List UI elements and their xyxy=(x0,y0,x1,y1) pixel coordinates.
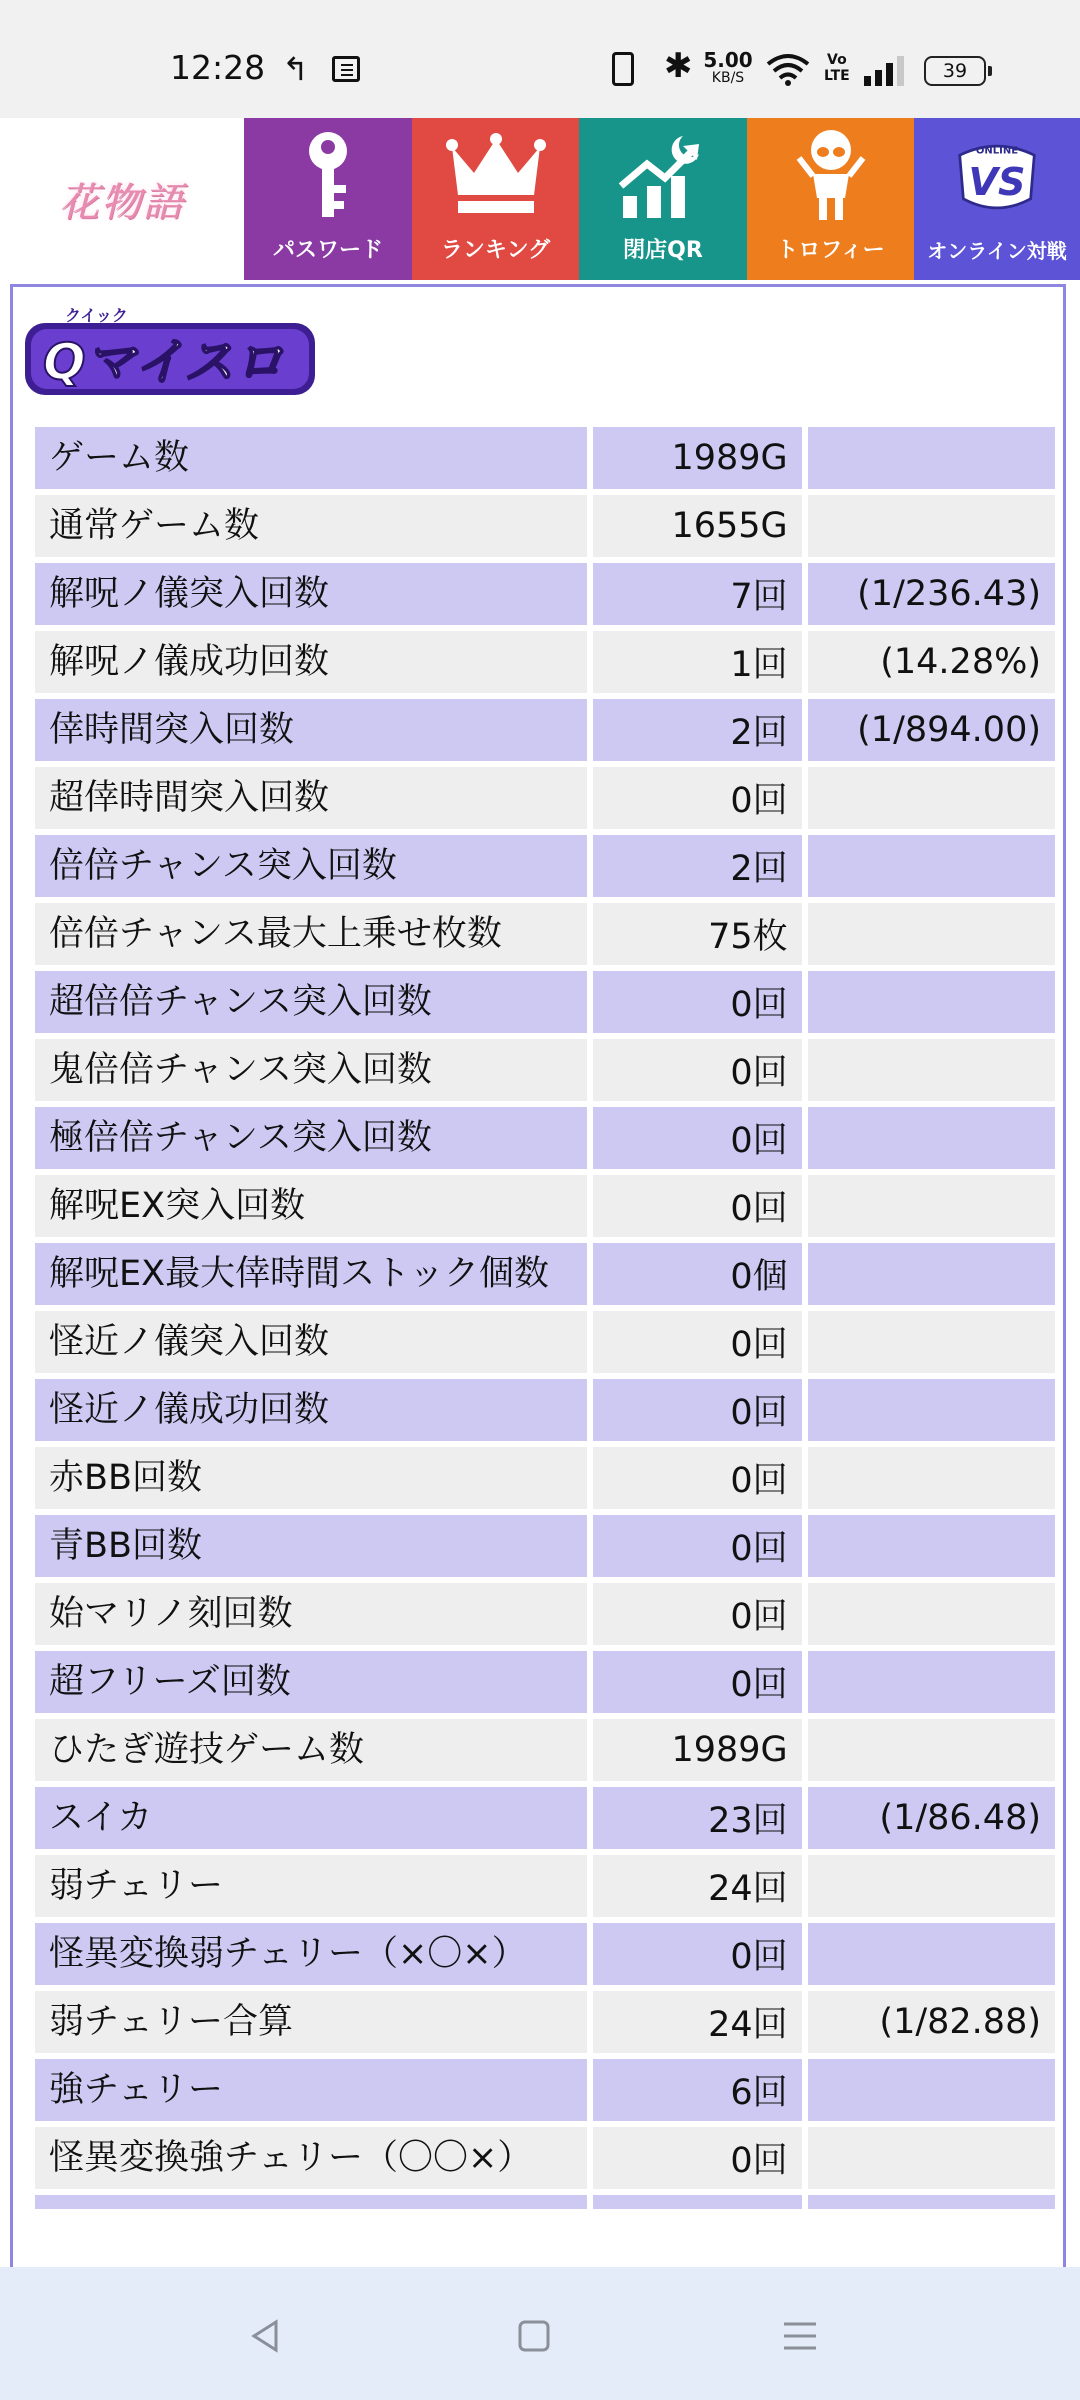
stat-value: 24回 xyxy=(593,1991,808,2053)
key-icon xyxy=(278,127,378,223)
table-row xyxy=(35,1991,1055,2053)
stat-rate xyxy=(808,2059,1055,2121)
news-icon xyxy=(332,56,360,82)
network-speed-value: 5.00 xyxy=(703,48,753,72)
stat-rate xyxy=(808,1243,1055,1305)
stat-value: 2回 xyxy=(593,699,808,761)
stat-name: 倍倍チャンス最大上乗せ枚数 xyxy=(35,903,593,965)
stat-name: 鬼倍倍チャンス突入回数 xyxy=(35,1039,593,1101)
nav-ranking-label: ランキング xyxy=(440,238,551,263)
stat-name: 解呪ノ儀成功回数 xyxy=(35,631,593,693)
stat-rate xyxy=(808,835,1055,897)
stat-value: 1655G xyxy=(593,495,808,557)
stat-name: ひたぎ遊技ゲーム数 xyxy=(35,1719,593,1781)
stat-value: 0回 xyxy=(593,1583,808,1645)
table-row xyxy=(35,2127,1055,2189)
stat-rate xyxy=(808,1039,1055,1101)
stat-value: 0回 xyxy=(593,1515,808,1577)
recents-icon[interactable] xyxy=(770,2311,830,2361)
table-row xyxy=(35,427,1055,489)
stat-value: 0回 xyxy=(593,1379,808,1441)
stat-rate xyxy=(808,1651,1055,1713)
network-speed xyxy=(702,50,754,86)
volte-indicator xyxy=(824,52,850,84)
nav-password-label: パスワード xyxy=(272,238,383,263)
stat-rate xyxy=(808,1583,1055,1645)
battery-icon: 39 xyxy=(924,56,986,86)
stat-value: 0回 xyxy=(593,971,808,1033)
back-icon[interactable] xyxy=(236,2311,296,2361)
stat-rate xyxy=(808,767,1055,829)
table-row xyxy=(35,495,1055,557)
stat-name: 超フリーズ回数 xyxy=(35,1651,593,1713)
q-myslot-ruby: クイック xyxy=(65,306,128,325)
stat-rate xyxy=(808,1107,1055,1169)
chart-moon-icon xyxy=(613,127,713,223)
vs-badge-icon xyxy=(947,129,1047,225)
volte-line2: LTE xyxy=(824,68,850,84)
nav-closing-qr-label: 閉店QR xyxy=(623,238,703,263)
stat-name: 超倍倍チャンス突入回数 xyxy=(35,971,593,1033)
stat-name: 解呪EX突入回数 xyxy=(35,1175,593,1237)
stat-value: 1989G xyxy=(593,1719,808,1781)
home-icon[interactable] xyxy=(504,2311,564,2361)
table-row xyxy=(35,1719,1055,1781)
nav-trophy-label: トロフィー xyxy=(776,238,885,263)
trophy-figure-icon xyxy=(781,127,881,223)
stat-name: 弱チェリー合算 xyxy=(35,1991,593,2053)
table-row xyxy=(35,631,1055,693)
network-speed-unit: KB/S xyxy=(711,70,745,86)
stat-rate: (14.28%) xyxy=(808,631,1055,693)
signal-icon xyxy=(862,54,910,86)
stat-value: 24回 xyxy=(593,1855,808,1917)
volte-line1: Vo xyxy=(827,52,847,68)
stat-value: 0回 xyxy=(593,1651,808,1713)
stat-value: 1回 xyxy=(593,631,808,693)
table-row xyxy=(35,767,1055,829)
stat-name: 怪近ノ儀突入回数 xyxy=(35,1311,593,1373)
table-row xyxy=(35,1651,1055,1713)
stat-value: 75枚 xyxy=(593,903,808,965)
status-time: 12:28 xyxy=(170,48,266,87)
vs-badge-top-text: ONLINE xyxy=(975,145,1019,157)
q-myslot-logo xyxy=(21,297,321,401)
stat-value: 2回 xyxy=(593,835,808,897)
stat-value: 0回 xyxy=(593,1039,808,1101)
stat-value: 0回 xyxy=(593,1107,808,1169)
wifi-icon xyxy=(766,52,810,86)
stat-rate xyxy=(808,1447,1055,1509)
stat-value: 7回 xyxy=(593,563,808,625)
nav-online-battle[interactable] xyxy=(914,118,1080,280)
table-row xyxy=(35,835,1055,897)
stat-rate xyxy=(808,903,1055,965)
table-row xyxy=(35,1923,1055,1985)
system-nav-bar xyxy=(0,2267,1080,2400)
table-row-partial xyxy=(35,2195,1055,2209)
stat-rate xyxy=(808,2127,1055,2189)
table-row xyxy=(35,1787,1055,1849)
stats-table xyxy=(35,421,1055,2215)
stat-rate xyxy=(808,495,1055,557)
stat-rate xyxy=(808,427,1055,489)
stat-rate: (1/86.48) xyxy=(808,1787,1055,1849)
reply-arrow-icon: ↰ xyxy=(282,50,309,88)
bluetooth-icon: ✱ xyxy=(664,46,693,86)
table-row xyxy=(35,563,1055,625)
table-row xyxy=(35,1855,1055,1917)
stat-name: ゲーム数 xyxy=(35,427,593,489)
nav-ranking[interactable] xyxy=(412,118,579,280)
table-row xyxy=(35,1447,1055,1509)
stat-rate: (1/894.00) xyxy=(808,699,1055,761)
stat-value: 0回 xyxy=(593,1311,808,1373)
table-row xyxy=(35,1583,1055,1645)
stat-cell-partial xyxy=(35,2195,593,2209)
stat-value: 0回 xyxy=(593,2127,808,2189)
nav-trophy[interactable] xyxy=(747,118,914,280)
stat-rate xyxy=(808,1719,1055,1781)
table-row xyxy=(35,1175,1055,1237)
table-row xyxy=(35,1379,1055,1441)
stat-cell-partial xyxy=(593,2195,808,2209)
table-row xyxy=(35,2059,1055,2121)
stat-rate xyxy=(808,971,1055,1033)
q-myslot-title: Qマイスロ xyxy=(43,333,285,391)
stat-rate: (1/236.43) xyxy=(808,563,1055,625)
table-row xyxy=(35,971,1055,1033)
stat-name: スイカ xyxy=(35,1787,593,1849)
stat-rate xyxy=(808,1175,1055,1237)
stat-rate xyxy=(808,1855,1055,1917)
stat-value: 6回 xyxy=(593,2059,808,2121)
status-bar xyxy=(0,0,1080,118)
stat-rate: (1/82.88) xyxy=(808,1991,1055,2053)
nav-closing-qr[interactable] xyxy=(579,118,747,280)
table-row xyxy=(35,699,1055,761)
stat-value: 1989G xyxy=(593,427,808,489)
nav-online-battle-label: オンライン対戦 xyxy=(927,239,1067,263)
stat-name: 弱チェリー xyxy=(35,1855,593,1917)
stats-panel xyxy=(10,284,1066,2267)
site-logo-text: 花物語 xyxy=(59,179,185,226)
table-row xyxy=(35,903,1055,965)
stat-name: 怪異変換弱チェリー（×〇×） xyxy=(35,1923,593,1985)
table-row xyxy=(35,1515,1055,1577)
stat-name: 強チェリー xyxy=(35,2059,593,2121)
stat-value: 0個 xyxy=(593,1243,808,1305)
stat-value: 23回 xyxy=(593,1787,808,1849)
stat-name: 超倖時間突入回数 xyxy=(35,767,593,829)
stat-name: 青BB回数 xyxy=(35,1515,593,1577)
table-row xyxy=(35,1243,1055,1305)
stat-rate xyxy=(808,1923,1055,1985)
site-logo[interactable] xyxy=(0,118,244,280)
stat-rate xyxy=(808,1515,1055,1577)
crown-icon xyxy=(446,127,546,223)
top-nav xyxy=(0,118,1080,280)
stat-cell-partial xyxy=(808,2195,1055,2209)
stat-name: 倖時間突入回数 xyxy=(35,699,593,761)
table-row xyxy=(35,1039,1055,1101)
table-row xyxy=(35,1311,1055,1373)
stat-name: 怪異変換強チェリー（〇〇×） xyxy=(35,2127,593,2189)
stat-name: 通常ゲーム数 xyxy=(35,495,593,557)
vs-badge-main-text: VS xyxy=(968,161,1026,206)
stat-name: 赤BB回数 xyxy=(35,1447,593,1509)
stat-name: 解呪ノ儀突入回数 xyxy=(35,563,593,625)
stat-rate xyxy=(808,1311,1055,1373)
stat-value: 0回 xyxy=(593,1923,808,1985)
stat-name: 極倍倍チャンス突入回数 xyxy=(35,1107,593,1169)
stat-name: 始マリノ刻回数 xyxy=(35,1583,593,1645)
vibrate-icon xyxy=(612,52,634,86)
stat-name: 解呪EX最大倖時間ストック個数 xyxy=(35,1243,593,1305)
stat-value: 0回 xyxy=(593,1175,808,1237)
nav-password[interactable] xyxy=(244,118,412,280)
stat-name: 怪近ノ儀成功回数 xyxy=(35,1379,593,1441)
table-row xyxy=(35,1107,1055,1169)
stat-value: 0回 xyxy=(593,1447,808,1509)
stat-value: 0回 xyxy=(593,767,808,829)
stat-name: 倍倍チャンス突入回数 xyxy=(35,835,593,897)
stat-rate xyxy=(808,1379,1055,1441)
